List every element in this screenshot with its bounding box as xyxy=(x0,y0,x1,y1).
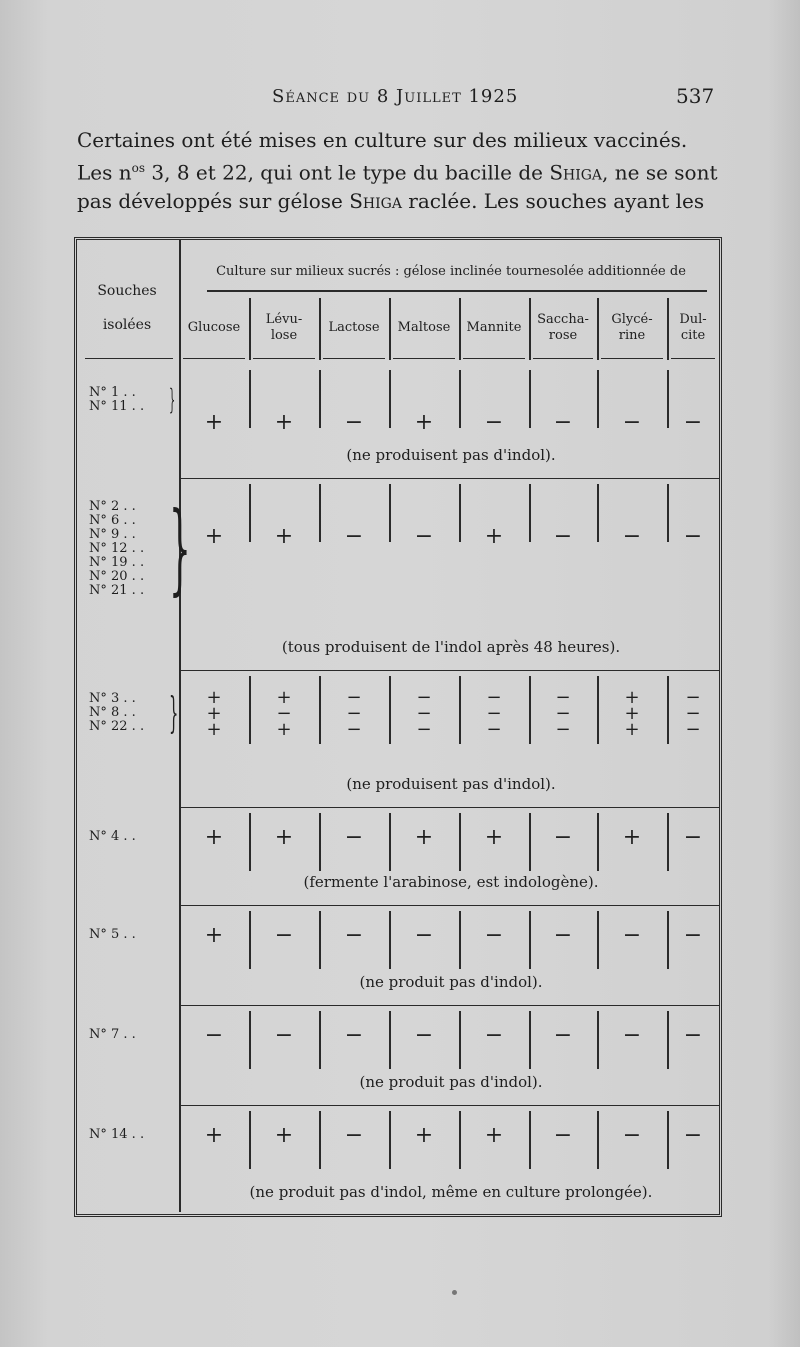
strain-header-line-2: isolées xyxy=(102,317,152,333)
result-column-divider xyxy=(459,1011,461,1069)
result-column-divider xyxy=(459,813,461,871)
brace: } xyxy=(169,492,191,606)
result-column-divider xyxy=(319,813,321,871)
result-sign: − xyxy=(484,923,504,948)
result-sign: − xyxy=(486,703,502,724)
result-column-divider xyxy=(389,676,391,744)
result-sign: − xyxy=(685,687,701,708)
column-header-underline xyxy=(253,358,315,359)
result-sign: + xyxy=(484,1123,504,1148)
column-header: Saccha- xyxy=(537,312,589,327)
result-sign: − xyxy=(622,524,642,549)
result-column-divider xyxy=(389,911,391,969)
result-sign: + xyxy=(274,524,294,549)
result-column-divider xyxy=(459,370,461,428)
result-sign: + xyxy=(204,410,224,435)
result-sign: − xyxy=(486,719,502,740)
result-column-divider xyxy=(319,370,321,428)
paragraph-line-2: Les $n^{os}$ 3, 8 et 22, qui ont le type du bacille de Shiga, ne se sont xyxy=(77,160,718,185)
paragraph-line-3: pas développés sur gélose Shiga raclée. Les souches ayant les xyxy=(77,188,705,213)
strain-list: N° 2 . . N° 6 . . N° 9 . . N° 12 . . N° 19 . . N° 20 . . N° 21 . . xyxy=(89,499,145,598)
result-sign: + xyxy=(276,687,292,708)
column-header: Mannite xyxy=(466,320,522,335)
result-sign: + xyxy=(484,825,504,850)
result-sign: − xyxy=(486,687,502,708)
result-sign: + xyxy=(204,825,224,850)
result-sign: + xyxy=(204,923,224,948)
running-head xyxy=(0,84,800,114)
result-sign: + xyxy=(204,524,224,549)
result-column-divider xyxy=(459,484,461,542)
strain-list: N° 3 . . N° 8 . . N° 22 . . xyxy=(89,691,145,734)
result-column-divider xyxy=(389,1011,391,1069)
column-header-divider xyxy=(597,298,599,360)
result-sign: − xyxy=(622,410,642,435)
result-column-divider xyxy=(529,676,531,744)
result-column-divider xyxy=(319,676,321,744)
result-sign: + xyxy=(414,1123,434,1148)
result-sign: − xyxy=(553,410,573,435)
group-separator xyxy=(179,478,719,479)
result-sign: − xyxy=(685,703,701,724)
column-header: Glucose xyxy=(187,320,241,335)
result-sign: − xyxy=(553,1023,573,1048)
column-header: Lévu- xyxy=(265,312,303,327)
group-note: (ne produisent pas d'indol). xyxy=(346,775,556,793)
strain-list: N° 7 . . xyxy=(89,1027,136,1042)
result-sign: − xyxy=(416,719,432,740)
result-sign: − xyxy=(622,1023,642,1048)
page-number: 537 xyxy=(676,84,715,108)
result-sign: − xyxy=(622,1123,642,1148)
result-sign: − xyxy=(344,1123,364,1148)
group-separator xyxy=(179,1105,719,1106)
result-column-divider xyxy=(319,484,321,542)
result-sign: + xyxy=(274,1123,294,1148)
result-sign: + xyxy=(414,410,434,435)
group-separator xyxy=(179,1005,719,1006)
group-note: (ne produit pas d'indol, même en culture prolongée). xyxy=(249,1183,653,1201)
strain-header-underline xyxy=(85,358,173,359)
result-sign: + xyxy=(484,524,504,549)
result-sign: + xyxy=(204,1123,224,1148)
strain-column-divider xyxy=(179,240,181,1212)
result-column-divider xyxy=(597,370,599,428)
result-sign: − xyxy=(555,703,571,724)
column-header-underline xyxy=(671,358,715,359)
group-note: (tous produisent de l'indol après 48 heures). xyxy=(281,638,621,656)
group-note: (fermente l'arabinose, est indologène). xyxy=(303,873,599,891)
result-column-divider xyxy=(529,1011,531,1069)
group-separator xyxy=(179,905,719,906)
result-sign: − xyxy=(622,923,642,948)
result-column-divider xyxy=(597,1011,599,1069)
strain-list: N° 5 . . xyxy=(89,927,136,942)
result-column-divider xyxy=(529,813,531,871)
result-sign: − xyxy=(683,825,703,850)
column-header-underline xyxy=(463,358,525,359)
result-sign: − xyxy=(344,923,364,948)
column-header: Lactose xyxy=(328,320,380,335)
result-column-divider xyxy=(249,813,251,871)
strain-header-line-1: Souches xyxy=(97,283,157,299)
group-note: (ne produit pas d'indol). xyxy=(359,1073,543,1091)
result-sign: − xyxy=(346,719,362,740)
result-sign: − xyxy=(274,923,294,948)
strain-list: N° 4 . . xyxy=(89,829,136,844)
column-header-underline xyxy=(323,358,385,359)
column-header-underline xyxy=(183,358,245,359)
result-column-divider xyxy=(459,911,461,969)
result-sign: + xyxy=(624,719,640,740)
result-sign: − xyxy=(414,923,434,948)
strain-list: N° 14 . . xyxy=(89,1127,145,1142)
result-sign: − xyxy=(683,524,703,549)
column-header-divider xyxy=(459,298,461,360)
result-column-divider xyxy=(529,484,531,542)
running-title: Séance du 8 Juillet 1925 xyxy=(272,86,519,107)
result-sign: − xyxy=(555,687,571,708)
result-sign: + xyxy=(622,825,642,850)
result-sign: − xyxy=(683,923,703,948)
column-header-line-2: lose xyxy=(270,328,298,343)
column-header-underline xyxy=(601,358,663,359)
column-header-line-2: rine xyxy=(618,328,646,343)
result-column-divider xyxy=(319,911,321,969)
paragraph-line-1: Certaines ont été mises en culture sur des milieux vaccinés. xyxy=(77,128,688,152)
column-header-divider xyxy=(319,298,321,360)
result-sign: − xyxy=(553,524,573,549)
result-column-divider xyxy=(529,370,531,428)
result-sign: − xyxy=(344,825,364,850)
group-note: (ne produisent pas d'indol). xyxy=(346,446,556,464)
result-column-divider xyxy=(249,1011,251,1069)
column-header: Dul- xyxy=(679,312,707,327)
column-header: Maltose xyxy=(397,320,451,335)
result-column-divider xyxy=(249,484,251,542)
result-sign: − xyxy=(344,524,364,549)
result-sign: − xyxy=(274,1023,294,1048)
result-sign: + xyxy=(206,703,222,724)
result-sign: − xyxy=(344,410,364,435)
result-sign: + xyxy=(206,687,222,708)
result-sign: + xyxy=(206,719,222,740)
result-column-divider xyxy=(597,1111,599,1169)
column-header-divider xyxy=(389,298,391,360)
results-table xyxy=(74,237,722,1217)
result-sign: − xyxy=(683,410,703,435)
group-separator xyxy=(179,807,719,808)
result-column-divider xyxy=(249,676,251,744)
result-column-divider xyxy=(529,911,531,969)
column-header-divider xyxy=(249,298,251,360)
result-sign: − xyxy=(276,703,292,724)
result-sign: + xyxy=(624,687,640,708)
result-sign: − xyxy=(414,524,434,549)
brace: } xyxy=(169,688,179,737)
column-header-divider xyxy=(529,298,531,360)
result-column-divider xyxy=(597,676,599,744)
column-header-underline xyxy=(393,358,455,359)
column-header-line-2: rose xyxy=(548,328,578,343)
result-sign: − xyxy=(484,410,504,435)
result-sign: + xyxy=(274,410,294,435)
result-sign: − xyxy=(414,1023,434,1048)
group-header: Culture sur milieux sucrés : gélose inclinée tournesolée additionnée de xyxy=(216,264,686,279)
result-column-divider xyxy=(597,911,599,969)
result-column-divider xyxy=(249,911,251,969)
result-column-divider xyxy=(249,370,251,428)
result-sign: − xyxy=(484,1023,504,1048)
result-column-divider xyxy=(319,1011,321,1069)
result-column-divider xyxy=(459,1111,461,1169)
group-header-underline xyxy=(207,290,707,292)
result-sign: − xyxy=(553,923,573,948)
result-sign: − xyxy=(416,703,432,724)
brace: } xyxy=(169,383,176,416)
result-sign: − xyxy=(346,703,362,724)
result-sign: + xyxy=(274,825,294,850)
result-column-divider xyxy=(529,1111,531,1169)
result-sign: − xyxy=(416,687,432,708)
ink-speck xyxy=(452,1290,457,1295)
result-sign: − xyxy=(683,1123,703,1148)
result-column-divider xyxy=(249,1111,251,1169)
result-column-divider xyxy=(389,1111,391,1169)
result-sign: − xyxy=(204,1023,224,1048)
result-column-divider xyxy=(459,676,461,744)
column-header-underline xyxy=(533,358,593,359)
result-sign: + xyxy=(276,719,292,740)
result-sign: − xyxy=(555,719,571,740)
result-sign: − xyxy=(685,719,701,740)
result-sign: − xyxy=(553,825,573,850)
result-column-divider xyxy=(597,813,599,871)
result-sign: − xyxy=(346,687,362,708)
result-column-divider xyxy=(597,484,599,542)
result-sign: − xyxy=(683,1023,703,1048)
result-sign: + xyxy=(414,825,434,850)
result-sign: + xyxy=(624,703,640,724)
result-column-divider xyxy=(389,484,391,542)
result-column-divider xyxy=(319,1111,321,1169)
result-sign: − xyxy=(553,1123,573,1148)
column-header-divider xyxy=(667,298,669,360)
result-column-divider xyxy=(389,813,391,871)
body-paragraph xyxy=(77,126,727,215)
column-header-line-2: cite xyxy=(680,328,706,343)
column-header: Glycé- xyxy=(611,312,653,327)
result-sign: − xyxy=(344,1023,364,1048)
result-column-divider xyxy=(389,370,391,428)
group-note: (ne produit pas d'indol). xyxy=(359,973,543,991)
group-separator xyxy=(179,670,719,671)
strain-list: N° 1 . . N° 11 . . xyxy=(89,385,145,414)
